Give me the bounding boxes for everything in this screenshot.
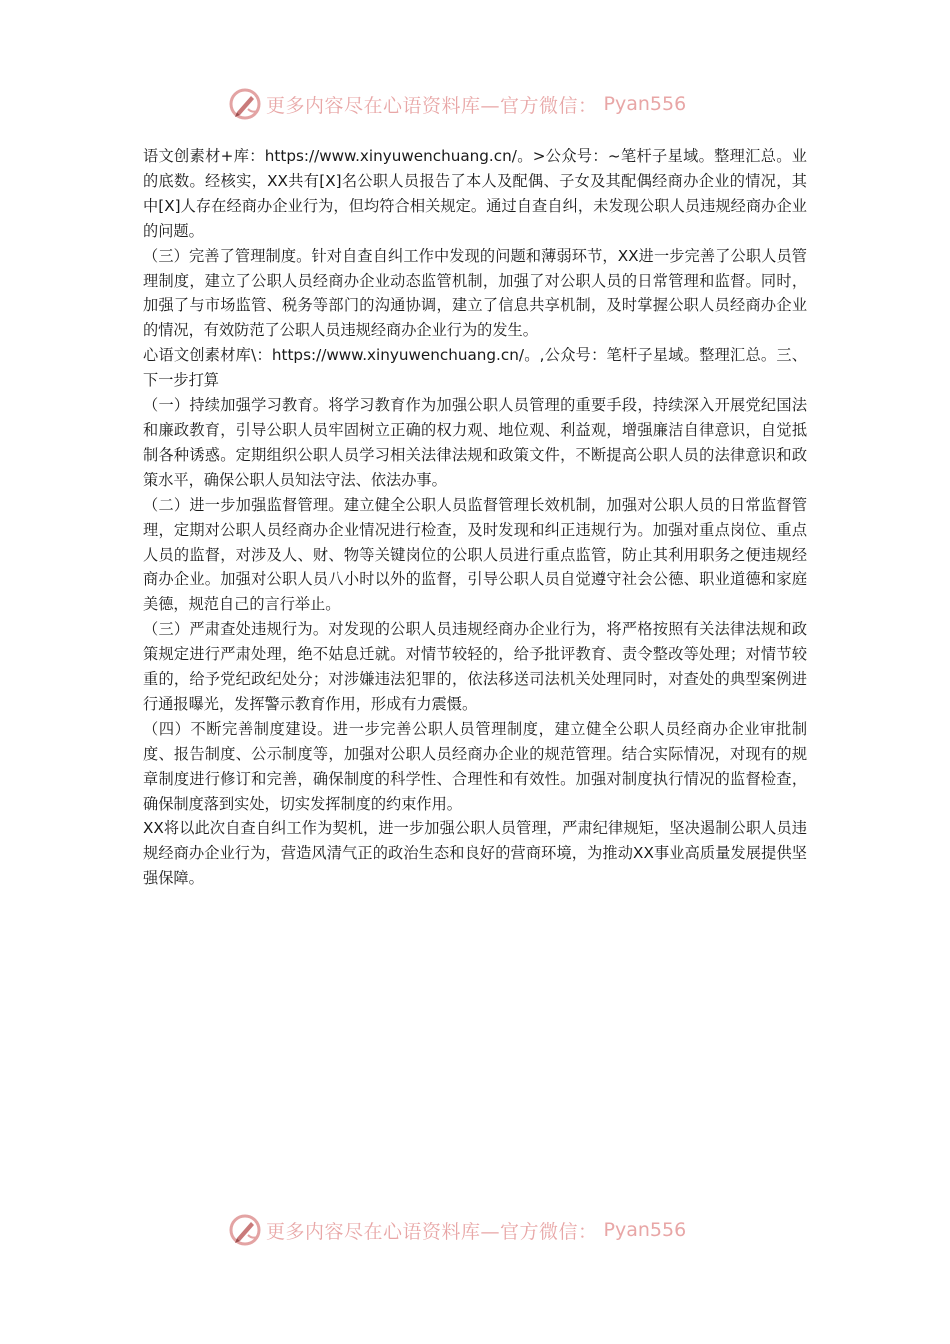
paragraph: XX将以此次自查自纠工作为契机，进一步加强公职人员管理，严肃纪律规矩，坚决遏制公职人员违规经商办企业行为，营造风清气正的政治生态和良好的营商环境，为推动XX事业高质量发展提供坚强保障。	[143, 819, 807, 888]
banner-wechat-id: Pyan556	[603, 93, 687, 115]
paragraph: （三）严肃查处违规行为。对发现的公职人员违规经商办企业行为，将严格按照有关法律法规和政策规定进行严肃处理，绝不姑息迁就。对情节较轻的，给予批评教育、责令整改等处理；对情节较重的，给予党纪政纪处分；对涉嫌违法犯罪的，依法移送司法机关处理同时，对查处的典型案例进行通报曝光，发挥警示教育作用，形成有力震慑。	[143, 620, 807, 713]
banner-wechat-id: Pyan556	[603, 1219, 687, 1241]
pen-logo-icon	[228, 87, 262, 121]
paragraph: 心语文创素材库\：https://www.xinyuwenchuang.cn/。,公众号：笔杆子星域。整理汇总。三、下一步打算	[143, 346, 807, 390]
footer-banner	[228, 1212, 728, 1248]
document-body	[143, 144, 807, 891]
paragraph: （一）持续加强学习教育。将学习教育作为加强公职人员管理的重要手段，持续深入开展党纪国法和廉政教育，引导公职人员牢固树立正确的权力观、地位观、利益观，增强廉洁自律意识，自觉抵制各种诱惑。定期组织公职人员学习相关法律法规和政策文件，不断提高公职人员的法律意识和政策水平，确保公职人员知法守法、依法办事。	[143, 396, 807, 489]
banner-text: 更多内容尽在心语资料库—官方微信：	[266, 94, 598, 117]
paragraph: （三）完善了管理制度。针对自查自纠工作中发现的问题和薄弱环节，XX进一步完善了公职人员管理制度，建立了公职人员经商办企业动态监管机制，加强了对公职人员的日常管理和监督。同时，加强了与市场监管、税务等部门的沟通协调，建立了信息共享机制，及时掌握公职人员经商办企业的情况，有效防范了公职人员违规经商办企业行为的发生。	[143, 246, 807, 340]
paragraph: 语文创素材+库：https://www.xinyuwenchuang.cn/。>公众号：~笔杆子星域。整理汇总。业的底数。经核实，XX共有[X]名公职人员报告了本人及配偶、子女及其配偶经商办企业的情况，其中[X]人存在经商办企业行为，但均符合相关规定。通过自查自纠，未发现公职人员违规经商办企业的问题。	[143, 147, 807, 240]
paragraph: （四）不断完善制度建设。进一步完善公职人员管理制度，建立健全公职人员经商办企业审批制度、报告制度、公示制度等，加强对公职人员经商办企业的规范管理。结合实际情况，对现有的规章制度进行修订和完善，确保制度的科学性、合理性和有效性。加强对制度执行情况的监督检查，确保制度落到实处，切实发挥制度的约束作用。	[143, 719, 807, 813]
banner-text: 更多内容尽在心语资料库—官方微信：	[266, 1220, 598, 1243]
paragraph: （二）进一步加强监督管理。建立健全公职人员监督管理长效机制，加强对公职人员的日常监督管理，定期对公职人员经商办企业情况进行检查，及时发现和纠正违规行为。加强对重点岗位、重点人员的监督，对涉及人、财、物等关键岗位的公职人员进行重点监管，防止其利用职务之便违规经商办企业。加强对公职人员八小时以外的监督，引导公职人员自觉遵守社会公德、职业道德和家庭美德，规范自己的言行举止。	[143, 495, 807, 614]
pen-logo-icon	[228, 1213, 262, 1247]
header-banner	[228, 86, 728, 122]
